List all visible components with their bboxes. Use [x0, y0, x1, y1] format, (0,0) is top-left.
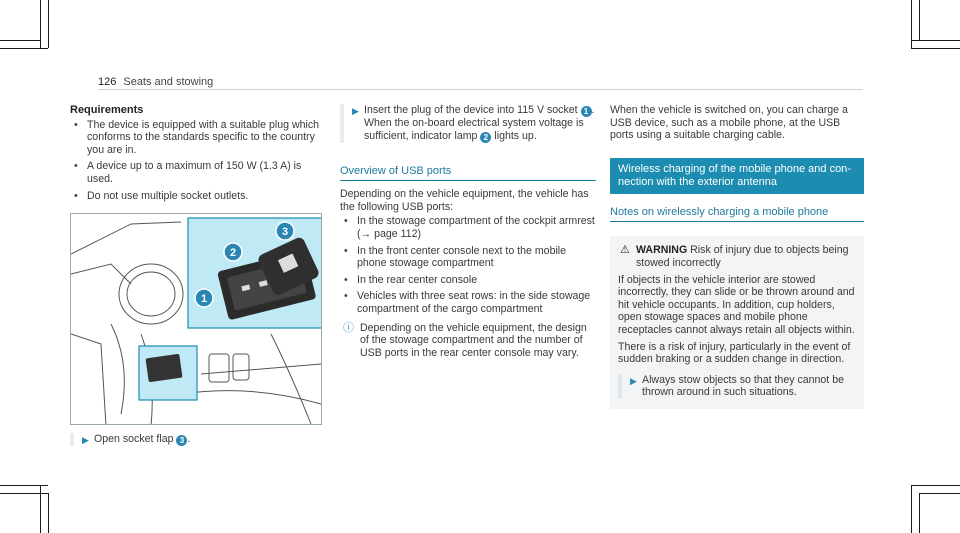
list-item: • In the rear center console — [340, 274, 596, 287]
step-insert-plug: ▶ Insert the plug of the device into 115 V socket 1 . When the on-board electrical system voltage is sufficient, indicator lamp 2 lights up. — [340, 104, 596, 143]
list-item: • In the front center console next to the mobile phone stowage compartment — [340, 245, 596, 270]
warning-step — [618, 374, 856, 399]
usb-port-list — [340, 215, 596, 315]
section-title: Seats and stowing — [123, 76, 214, 88]
warning-box — [610, 236, 864, 409]
warning-paragraph: If objects in the vehicle interior are stowed incorrectly, they can slide or be thrown around and hit vehicle occupants. In addition, cup holders, open stowage spaces and mobile phone receptacles cannot always retain all objects within. — [618, 273, 855, 336]
callout-badge: 1 — [581, 106, 592, 117]
note-text: Depending on the vehicle equipment, the design of the stowage compartment and the number of USB ports in the rear center console may vary. — [360, 321, 587, 359]
crop-mark — [48, 0, 49, 48]
crop-mark — [911, 485, 960, 486]
crop-mark — [48, 493, 49, 533]
list-item: • A device up to a maximum of 150 W (1.3 A) is used. — [70, 160, 324, 185]
crop-mark — [919, 493, 920, 533]
page-number: 126 — [98, 76, 117, 88]
arrow-icon: ▶ — [352, 106, 359, 116]
column-left — [70, 104, 324, 206]
crop-mark — [919, 0, 920, 41]
callout-label: 1 — [200, 293, 208, 305]
arrow-icon: ▶ — [82, 435, 89, 445]
socket-figure — [70, 213, 322, 425]
step-text: Always stow objects so that they cannot be thrown around in such situations. — [642, 373, 844, 399]
warning-head-text: Risk of injury due to objects being stowed incorrectly — [636, 244, 849, 269]
header-divider — [98, 89, 863, 90]
column-right — [610, 104, 864, 409]
warning-label: WARNING — [636, 244, 688, 257]
list-item: • Vehicles with three seat rows: in the side stowage compartment of the cargo compartment — [340, 290, 596, 315]
step-text: lights up. — [494, 129, 537, 142]
usb-note — [340, 322, 596, 360]
crop-mark — [0, 40, 40, 41]
requirements-heading: Requirements — [70, 104, 144, 116]
wireless-section-title: Wireless charging of the mobile phone and connection with the exterior antenna — [610, 158, 864, 194]
crop-mark — [911, 48, 960, 49]
usb-overview-heading: Overview of USB ports — [340, 165, 596, 182]
step-text: Open socket flap — [94, 433, 174, 445]
crop-mark — [919, 493, 960, 494]
crop-mark — [0, 493, 48, 494]
crop-mark — [0, 485, 48, 486]
info-icon: ⓘ — [343, 321, 354, 334]
callout-badge: 3 — [176, 435, 187, 446]
warning-header — [618, 244, 856, 269]
callout-label: 2 — [229, 247, 237, 259]
wireless-notes-heading: Notes on wirelessly charging a mobile phone — [610, 206, 864, 223]
usb-intro: Depending on the vehicle equipment, the vehicle has the following USB ports: — [340, 188, 589, 213]
charging-intro: When the vehicle is switched on, you can charge a USB device, such as a mobile phone, at the USB ports using a suitable charging cable. — [610, 104, 848, 142]
list-item: • Do not use multiple socket outlets. — [70, 190, 324, 203]
list-item: • In the stowage compartment of the cockpit armrest (→ page 112) — [340, 215, 596, 240]
callout-label: 3 — [281, 226, 289, 238]
column-middle — [340, 104, 596, 359]
step-text: When the on-board electrical system voltage is sufficient, indicator lamp — [364, 117, 584, 142]
crop-mark — [40, 0, 41, 48]
arrow-icon: ▶ — [630, 375, 637, 386]
crop-mark — [0, 48, 48, 49]
crop-mark — [911, 485, 912, 533]
list-item: • The device is equipped with a suitable plug which conforms to the standards specific to the country you are in. — [70, 119, 324, 157]
warning-triangle-icon: ⚠ — [620, 244, 630, 257]
step-open-flap: ▶ Open socket flap 3 . — [70, 433, 324, 446]
page-header — [98, 76, 213, 89]
requirements-list — [70, 119, 324, 203]
warning-paragraph: There is a risk of injury, particularly in the event of sudden braking or a sudden change in direction. — [618, 340, 851, 366]
socket-illustration — [71, 214, 322, 425]
callout-badge: 2 — [480, 132, 491, 143]
step-text: Insert the plug of the device into 115 V socket — [364, 104, 578, 116]
